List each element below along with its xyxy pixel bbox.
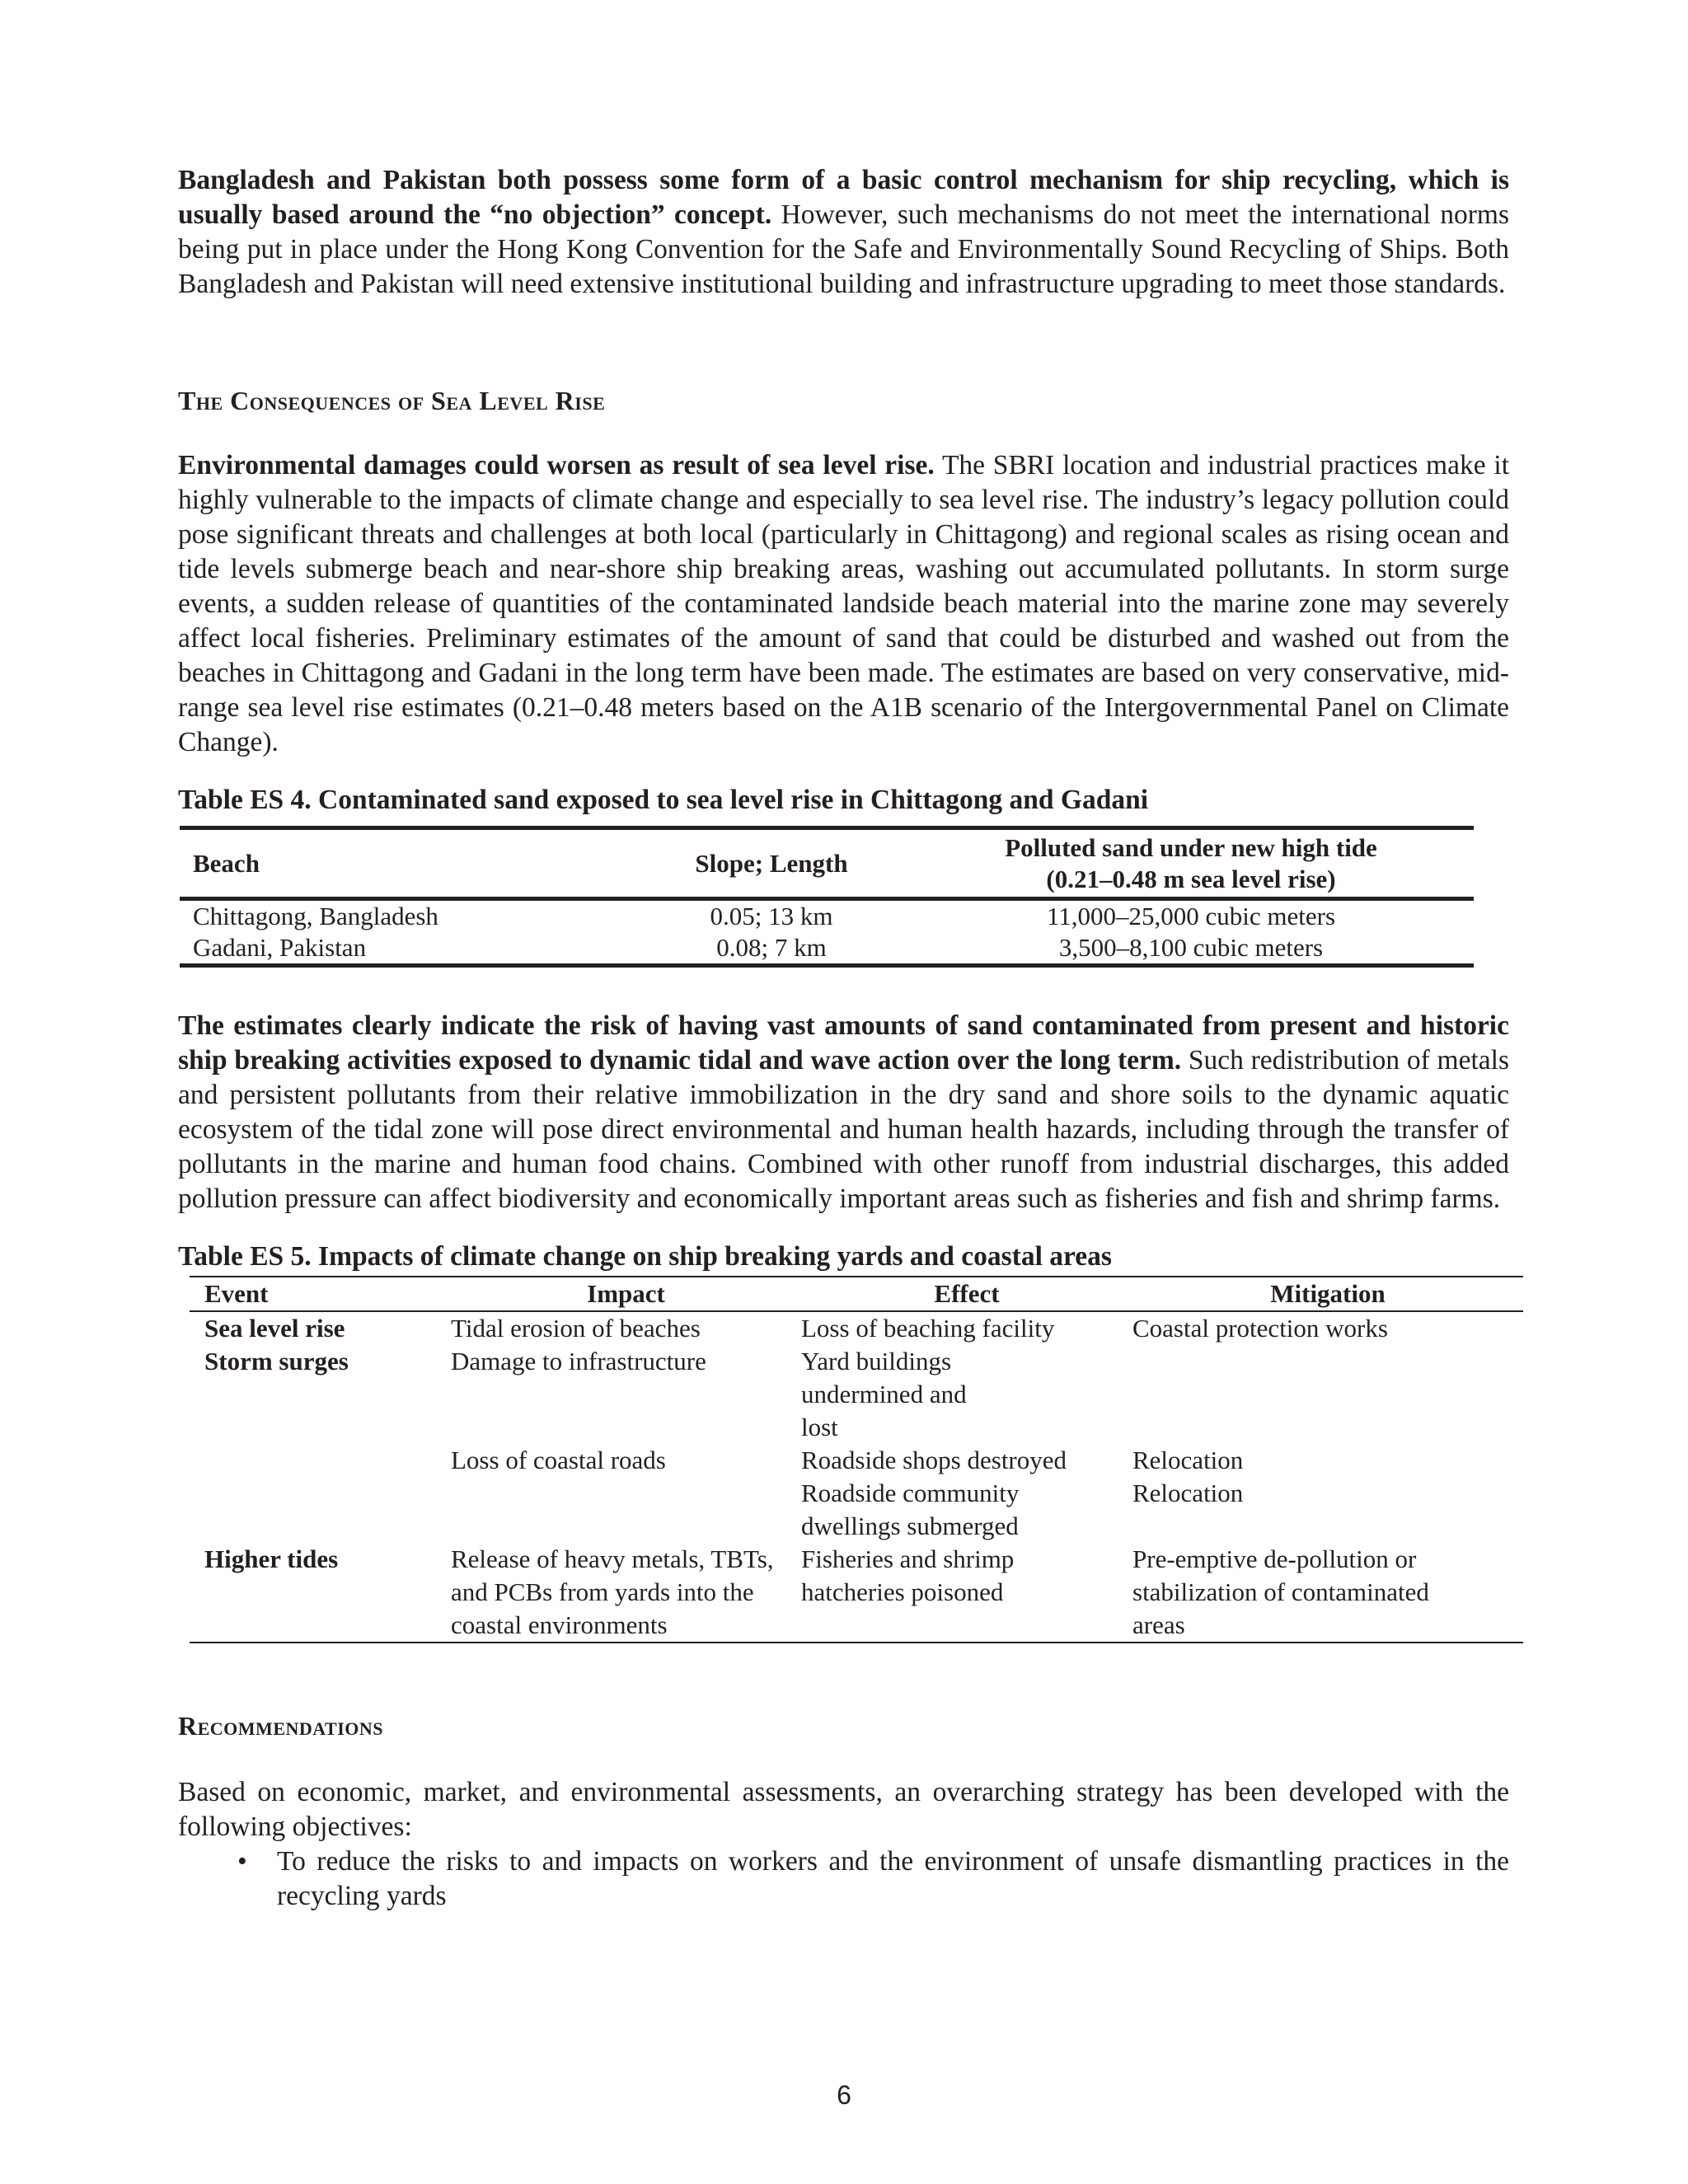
col-impact: Impact <box>451 1277 801 1311</box>
estimates-paragraph <box>178 1009 1509 1216</box>
list-item <box>178 1844 1509 1914</box>
table-row <box>190 1543 1523 1643</box>
cell-slope: 0.05; 13 km <box>710 902 833 930</box>
section-heading-recommendations: Recommendations <box>178 1711 383 1741</box>
cell-sand: 3,500–8,100 cubic meters <box>908 932 1474 966</box>
table-es4-caption: Table ES 4. Contaminated sand exposed to sea level rise in Chittagong and Gadani <box>178 785 1149 815</box>
bullet-icon: • <box>237 1846 247 1877</box>
section-heading-sea-level: The Consequences of Sea Level Rise <box>178 386 606 415</box>
table-row <box>190 1345 1523 1444</box>
cell-effect: Fisheries and shrimp hatcheries poisoned <box>801 1543 1132 1643</box>
cell-effect: Yard buildings undermined and lost <box>801 1347 967 1441</box>
col-mitigation: Mitigation <box>1132 1277 1523 1311</box>
cell-mitigation <box>1132 1345 1523 1444</box>
table-es4 <box>180 826 1474 968</box>
cell-mitigation: Pre-emptive de-pollution or stabilization of contaminated areas <box>1132 1543 1523 1643</box>
cell-effect: Roadside shops destroyed <box>801 1446 1067 1474</box>
cell-mitigation: Relocation <box>1132 1446 1244 1474</box>
cell-beach: Chittagong, Bangladesh <box>193 902 438 930</box>
intro-paragraph <box>178 163 1509 302</box>
cell-event <box>190 1444 451 1477</box>
cell-impact: Damage to infrastructure <box>451 1347 706 1376</box>
cell-effect: Roadside community dwellings submerged <box>801 1479 1020 1540</box>
table-row <box>180 932 1474 966</box>
sea-level-body: The SBRI location and industrial practices make it highly vulnerable to the impacts of climate change and especially to sea level rise. The industry’s legacy pollution could pose significant threats and challenges at both local (particularly in Chittagong) and regional scales as rising ocean and tide levels submerge beach and near-shore ship breaking areas, washing out accumulated pollutants. In storm surge events, a sudden release of quantities of the contaminated landside beach material into the marine zone may severely affect local fisheries. Preliminary estimates of the amount of sand that could be disturbed and washed out from the beaches in Chittagong and Gadani in the long term have been made. The estimates are based on very conservative, mid-range sea level rise estimates (0.21–0.48 meters based on the A1B scenario of the Intergovernmental Panel on Climate Change). <box>178 450 1510 757</box>
objectives-list <box>178 1844 1509 1914</box>
col-event: Event <box>190 1277 451 1311</box>
intro-lead: Bangladesh and Pakistan both possess some form of a basic control mechanism for ship recycling, which is usually based around the “no objection” concept. <box>178 165 1509 230</box>
cell-mitigation: Coastal protection works <box>1132 1314 1388 1343</box>
col-slope-length: Slope; Length <box>635 828 908 899</box>
recommendations-paragraph: Based on economic, market, and environmental assessments, an overarching strategy has been developed with the following objectives: <box>178 1777 1509 1842</box>
estimates-lead: The estimates clearly indicate the risk of having vast amounts of sand contaminated from present and historic ship breaking activities exposed to dynamic tidal and wave action over the long term. <box>178 1010 1509 1076</box>
table-row <box>190 1311 1523 1345</box>
col-polluted-sand-line1: Polluted sand under new high tide <box>1005 833 1377 862</box>
list-item-text: To reduce the risks to and impacts on workers and the environment of unsafe dismantling practices in the recycling yards <box>277 1846 1509 1911</box>
cell-mitigation: Relocation <box>1132 1479 1244 1507</box>
col-polluted-sand <box>908 828 1474 899</box>
cell-beach: Gadani, Pakistan <box>180 932 635 966</box>
table-row <box>180 899 1474 933</box>
cell-slope: 0.08; 7 km <box>635 932 908 966</box>
table-header-row <box>180 828 1474 899</box>
table-row <box>190 1477 1523 1543</box>
col-beach: Beach <box>180 828 635 899</box>
cell-event <box>190 1477 451 1543</box>
page-number: 6 <box>837 2080 851 2110</box>
table-header-row <box>190 1277 1523 1311</box>
cell-impact <box>451 1477 801 1543</box>
intro-body: However, such mechanisms do not meet the international norms being put in place under the Hong Kong Convention for the Safe and Environmentally Sound Recycling of Ships. Both Bangladesh and Pakistan will need extensive institutional building and infrastructure upgrading to meet those standards. <box>178 199 1510 299</box>
cell-event: Higher tides <box>190 1543 451 1643</box>
cell-event: Storm surges <box>204 1347 349 1376</box>
table-row <box>190 1444 1523 1477</box>
cell-impact: Tidal erosion of beaches <box>451 1314 701 1343</box>
estimates-body: Such redistribution of metals and persistent pollutants from their relative immobilization in the dry sand and shore soils to the dynamic aquatic ecosystem of the tidal zone will pose direct environmental and human health hazards, including through the transfer of pollutants in the marine and human food chains. Combined with other runoff from industrial discharges, this added pollution pressure can affect biodiversity and economically important areas such as fisheries and fish and shrimp farms. <box>178 1045 1509 1214</box>
sea-level-paragraph <box>178 448 1509 760</box>
table-es5 <box>190 1276 1523 1643</box>
cell-sand: 11,000–25,000 cubic meters <box>1046 902 1336 930</box>
sea-level-lead: Environmental damages could worsen as result of sea level rise. <box>178 450 935 480</box>
document-page <box>178 155 1509 1914</box>
col-effect: Effect <box>801 1277 1132 1311</box>
cell-event: Sea level rise <box>204 1314 345 1343</box>
cell-impact: Release of heavy metals, TBTs, and PCBs from yards into the coastal environments <box>451 1543 801 1643</box>
table-es5-caption: Table ES 5. Impacts of climate change on ship breaking yards and coastal areas <box>178 1241 1112 1272</box>
cell-effect: Loss of beaching facility <box>801 1314 1055 1343</box>
col-polluted-sand-line2: (0.21–0.48 m sea level rise) <box>1046 865 1336 893</box>
cell-impact: Loss of coastal roads <box>451 1446 666 1474</box>
